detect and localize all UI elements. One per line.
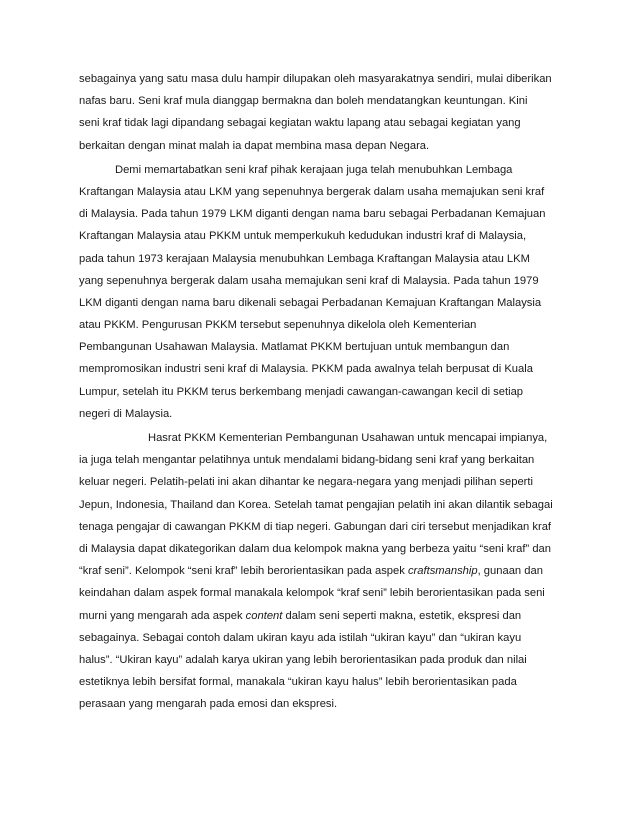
text-line	[79, 248, 569, 270]
text-segment: ia juga telah mengantar pelatihnya untuk mendalami bidang-bidang seni kraf yang berkaitan	[79, 454, 535, 467]
text-segment: di Malaysia. Pada tahun 1979 LKM diganti dengan nama baru sebagai Perbadanan Kemajuan	[79, 208, 546, 221]
text-segment: keindahan dalam aspek formal manakala kelompok “kraf seni” lebih berorientasikan pada seni	[79, 587, 545, 600]
italic-text: content	[245, 609, 283, 622]
text-segment: , gunaan dan	[477, 565, 543, 578]
text-segment: Kraftangan Malaysia atau LKM yang sepenuhnya bergerak dalam usaha memajukan seni kraf	[79, 185, 545, 198]
text-line	[79, 336, 569, 358]
text-segment: Jepun, Indonesia, Thailand dan Korea. Setelah tamat pengajian pelatih ini akan dilantik sebagai	[79, 498, 553, 511]
text-segment: halus”. “Ukiran kayu” adalah karya ukiran yang lebih berorientasikan pada produk dan nilai	[79, 653, 527, 666]
text-segment: Pembangunan Usahawan Malaysia. Matlamat PKKM bertujuan untuk membangun dan	[79, 341, 510, 354]
text-segment: nafas baru. Seni kraf mula dianggap bermakna dan boleh mendatangkan keuntungan. Kini	[79, 95, 528, 108]
text-line	[79, 671, 569, 693]
text-line	[79, 270, 569, 292]
text-segment: di Malaysia dapat dikategorikan dalam dua kelompok makna yang berbeza yaitu “seni kraf” dan	[79, 542, 552, 555]
text-line	[79, 516, 569, 538]
text-segment: murni yang mengarah ada aspek	[79, 609, 246, 622]
body-text	[79, 68, 569, 715]
text-segment: yang sepenuhnya bergerak dalam usaha memajukan seni kraf di Malaysia. Pada tahun 1979	[79, 274, 539, 287]
text-segment: sebagainya yang satu masa dulu hampir dilupakan oleh masyarakatnya sendiri, mulai diberikan	[79, 73, 552, 85]
text-segment: atau PKKM. Pengurusan PKKM tersebut sepenuhnya dikelola oleh Kementerian	[79, 319, 477, 332]
text-segment: sebagainya. Sebagai contoh dalam ukiran kayu ada istilah “ukiran kayu” dan “ukiran kayu	[79, 631, 522, 644]
text-line	[79, 135, 569, 157]
text-line	[79, 427, 569, 449]
text-line	[79, 560, 569, 582]
text-segment: Kraftangan Malaysia atau PKKM untuk memperkukuh kedudukan industri kraf di Malaysia,	[79, 230, 527, 243]
text-segment: Lumpur, setelah itu PKKM terus berkembang menjadi cawangan-cawangan kecil di setiap	[79, 385, 524, 398]
text-line	[79, 68, 569, 90]
text-segment: seni kraf tidak lagi dipandang sebagai kegiatan waktu lapang atau sebagai kegiatan yang	[79, 117, 521, 130]
text-line	[79, 358, 569, 380]
text-line	[79, 449, 569, 471]
paragraph	[79, 427, 569, 715]
text-line	[79, 90, 569, 112]
text-line	[79, 314, 569, 336]
text-segment: berkaitan dengan minat malah ia dapat membina masa depan Negara.	[79, 139, 430, 152]
text-line	[79, 159, 569, 181]
text-line	[79, 203, 569, 225]
text-line	[79, 381, 569, 403]
text-segment: mempromosikan industri seni kraf di Malaysia. PKKM pada awalnya telah berpusat di Kuala	[79, 363, 533, 376]
paragraph	[79, 68, 569, 157]
text-segment: tenaga pengajar di cawangan PKKM di tiap negeri. Gabungan dari ciri tersebut menjadikan kraf	[79, 520, 552, 533]
text-line	[79, 181, 569, 203]
text-line	[79, 471, 569, 493]
text-segment: dalam seni seperti makna, estetik, ekspresi dan	[282, 609, 522, 622]
text-line	[79, 292, 569, 314]
italic-text: craftsmanship	[407, 565, 478, 578]
text-segment: estetiknya lebih bersifat formal, manakala “ukiran kayu halus” lebih berorientasikan pada	[79, 676, 517, 689]
text-line	[79, 538, 569, 560]
text-segment: Hasrat PKKM Kementerian Pembangunan Usahawan untuk mencapai impianya,	[148, 432, 548, 444]
text-line	[79, 627, 569, 649]
paragraph	[79, 159, 569, 425]
text-segment: pada tahun 1973 kerajaan Malaysia menubuhkan Lembaga Kraftangan Malaysia atau LKM	[79, 252, 530, 265]
text-line	[79, 403, 569, 425]
text-line	[79, 605, 569, 627]
text-line	[79, 582, 569, 604]
text-line	[79, 649, 569, 671]
text-segment: perasaan yang mengarah pada emosi dan ekspresi.	[79, 698, 338, 711]
text-line	[79, 494, 569, 516]
text-segment: Demi memartabatkan seni kraf pihak kerajaan juga telah menubuhkan Lembaga	[115, 163, 513, 176]
text-line	[79, 693, 569, 715]
text-line	[79, 112, 569, 134]
text-segment: LKM diganti dengan nama baru dikenali sebagai Perbadanan Kemajuan Kraftangan Malaysia	[79, 296, 542, 309]
text-segment: negeri di Malaysia.	[79, 407, 173, 420]
text-line	[79, 225, 569, 247]
text-segment: “kraf seni”. Kelompok “seni kraf” lebih berorientasikan pada aspek	[79, 565, 408, 578]
text-segment: keluar negeri. Pelatih-pelati ini akan dihantar ke negara-negara yang menjadi pilihan seperti	[79, 476, 534, 489]
